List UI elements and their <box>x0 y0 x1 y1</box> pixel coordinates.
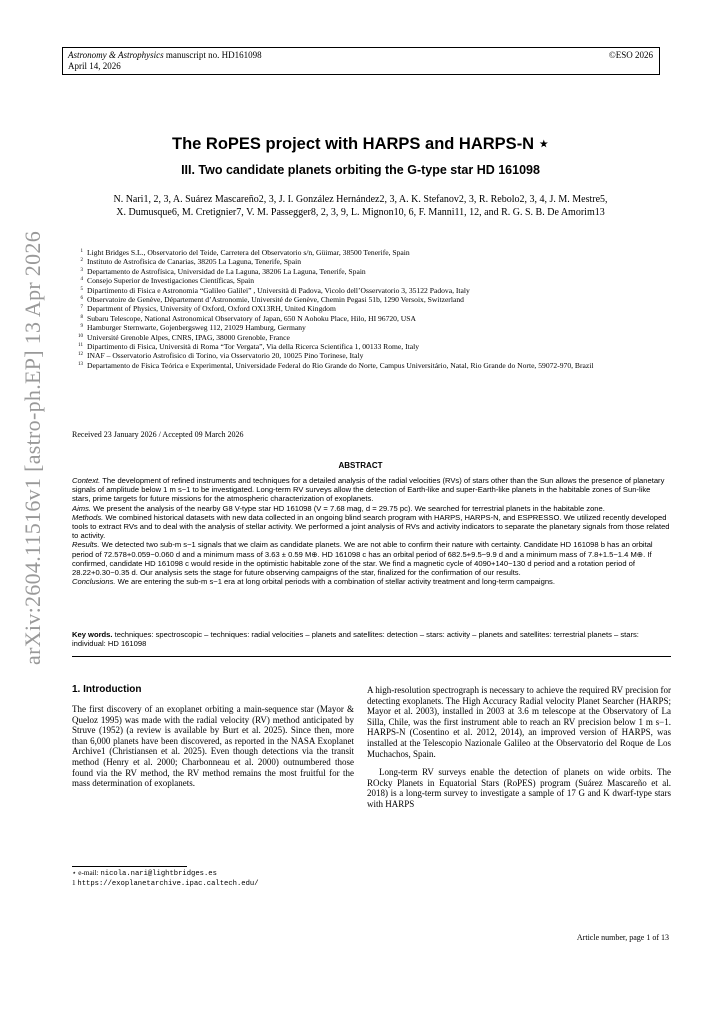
aims-label: Aims. <box>72 503 91 513</box>
page-number: Article number, page 1 of 13 <box>576 933 669 942</box>
affiliation-item <box>72 333 672 342</box>
arxiv-stamp[interactable]: arXiv:2604.11516v1 [astro-ph.EP] 13 Apr 2026 <box>20 230 45 665</box>
context-text: The development of refined instruments and techniques for a detailed analysis of the radial velocities (RVs) of stars other than the Sun allows the presence of planetary signals of amplitude below 1 m s−1 to be investigated. Long-term RV surveys allow the detection of Earth-like and super-Earth-like planets in the habitable zones of Sun-like stars, prime targets for future missions for the atmospheric characterization of exoplanets. <box>72 476 665 504</box>
email-link[interactable]: nicola.nari@lightbridges.es <box>100 870 217 878</box>
journal-name: Astronomy & Astrophysics <box>68 50 164 60</box>
affiliation-number: 1 <box>80 249 83 254</box>
affiliation-number: 9 <box>80 324 83 330</box>
affiliation-item <box>72 267 672 276</box>
affiliation-item <box>72 276 672 285</box>
footnote-1-label: 1 <box>72 879 76 887</box>
methods-text: We combined historical datasets with new data collected in an ongoing blind search program with HARPS, HARPS-N, and ESPRESSO. We utilized recently developed tools to extract RVs and to deal with the analysis of stellar activity. We performed a joint analysis of RVs and activity indicators to separate the planetary signals from those related to activity. <box>72 512 670 541</box>
abstract-title: ABSTRACT <box>338 461 383 470</box>
footnotes <box>72 869 354 889</box>
manuscript-id: manuscript no. HD161098 <box>165 50 262 60</box>
affiliation-number: 13 <box>78 361 83 367</box>
author-list <box>50 194 671 219</box>
affiliation-number: 8 <box>80 314 83 320</box>
keywords-text: techniques: spectroscopic – techniques: radial velocities – planets and satellites: detection – stars: activity – planets and satellites: terrestrial planets – stars: individual: HD 161098 <box>72 630 639 649</box>
affiliation-text: Observatoire de Genève, Département d’Astronomie, Université de Genève, Chemin Pegasi 51b, 1290 Versoix, Switzerland <box>87 295 464 305</box>
affiliation-item <box>72 248 672 257</box>
header-date: April 14, 2026 <box>68 61 121 71</box>
affiliation-item <box>72 361 672 370</box>
running-header <box>62 47 660 75</box>
affiliation-item <box>72 314 672 323</box>
author-line-1: N. Nari1, 2, 3, A. Suárez Mascareño2, 3, J. I. González Hernández2, 3, A. K. Stefanov2, 3, R. Rebolo2, 3, 4, J. M. Mestre5, <box>113 194 608 205</box>
received-date: Received 23 January 2026 / Accepted 09 March 2026 <box>72 430 244 439</box>
abstract-divider <box>72 656 671 657</box>
affiliation-item <box>72 295 672 304</box>
affiliation-number: 11 <box>78 343 83 349</box>
affiliation-number: 4 <box>80 277 83 283</box>
header-left <box>68 50 262 72</box>
section-heading: 1. Introduction <box>72 684 142 695</box>
affiliation-list <box>72 248 672 370</box>
results-text: We detected two sub-m s−1 signals that we claim as candidate planets. We are not able to confirm their nature with certainty. Candidate HD 161098 b has an orbital period of 72.578+0.059−0.060 d and a minimum mass of 3.63 ± 0.59 M⊕. HD 161098 c has an orbital period of 682.5+9.5−9.9 d and a minimum mass of 7.8+1.5−1.4 M⊕. If confirmed, candidate HD 161098 c would reside in the optimistic habitable zone of the star. We find a magnetic cycle of 4090+140−130 d period and a rotation period of 28.22+0.30−0.35 d. Our analysis sets the stage for future observing campaigns of the star, finalized for the confirmation of our results. <box>72 540 653 578</box>
affiliation-text: Light Bridges S.L., Observatorio del Teide, Carretera del Observatorio s/n, Güimar, 38500 Tenerife, Spain <box>87 248 410 257</box>
affiliation-item <box>72 323 672 332</box>
intro-column-right <box>367 685 671 810</box>
header-copyright: ©ESO 2026 <box>608 50 653 60</box>
footnote-email-label: ⋆ e-mail: <box>72 869 99 877</box>
affiliation-text: Consejo Superior de Investigaciones Científicas, Spain <box>87 276 255 286</box>
abstract-results <box>72 540 671 577</box>
affiliation-number: 12 <box>78 352 83 358</box>
intro-paragraph-1: The first discovery of an exoplanet orbiting a main-sequence star (Mayor & Queloz 1995) was made with the radial velocity (RV) method anticipated by Struve (1952) (a review is available by Burt et al. 2025). Since then, more than 6,000 planets have been discovered, as reported in the NASA Exoplanet Archive1 (Christiansen et al. 2025). Even though detections via the transit method (Henry et al. 2000; Charbonneau et al. 2000) outnumbered those found via the RV method, the RV method remains the most fruitful for the mass determination of exoplanets. <box>72 704 354 789</box>
affiliation-number: 6 <box>80 296 83 302</box>
affiliation-text: Departamento de Física Teórica e Experimental, Universidade Federal do Rio Grande do Norte, Campus Universitário, Natal, Rio Grande do Norte, 59072-970, Brazil <box>87 360 594 370</box>
affiliation-text: Dipartimento di Fisica e Astronomia “Galileo Galilei” , Università di Padova, Vicolo dell’Osservatorio 3, 35122 Padova, Italy <box>87 285 470 295</box>
footnote-1 <box>72 879 354 889</box>
context-label: Context. <box>72 476 101 485</box>
affiliation-text: Université Grenoble Alpes, CNRS, IPAG, 38000 Grenoble, France <box>87 332 290 342</box>
author-line-2: X. Dumusque6, M. Cretignier7, V. M. Passegger8, 2, 3, 9, L. Mignon10, 6, F. Manni11, 12, and R. G. S. B. De Amorim13 <box>116 206 605 218</box>
abstract-methods <box>72 513 671 541</box>
intro-paragraph-3: Long-term RV surveys enable the detection of planets on wide orbits. The ROcky Planets in Equatorial Stars (RoPES) program (Suárez Mascareño et al. 2018) is a long-term survey to investigate a sample of 17 G and K dwarf-type stars with HARPS <box>367 767 671 809</box>
affiliation-text: Dipartimento di Fisica, Università di Roma “Tor Vergata”, Via della Ricerca Scientifica 1, 00133 Rome, Italy <box>87 342 419 352</box>
affiliation-number: 3 <box>80 267 83 273</box>
affiliation-text: Hamburger Sternwarte, Gojenbergsweg 112, 21029 Hamburg, Germany <box>87 323 306 333</box>
intro-column-left <box>72 704 354 789</box>
affiliation-item <box>72 257 672 266</box>
affiliation-item <box>72 342 672 351</box>
keywords-label: Key words. <box>72 630 113 639</box>
methods-label: Methods. <box>72 512 104 522</box>
affiliation-text: INAF – Osservatorio Astrofisico di Torino, via Osservatorio 20, 10025 Pino Torinese, Italy <box>87 351 364 361</box>
footnote-rule <box>72 866 187 867</box>
footnote-email <box>72 869 354 879</box>
affiliation-text: Departamento de Astrofísica, Universidad de La Laguna, 38206 La Laguna, Tenerife, Spain <box>87 266 366 276</box>
abstract-conclusions <box>72 577 671 586</box>
affiliation-text: Instituto de Astrofísica de Canarias, 38205 La Laguna, Tenerife, Spain <box>87 257 302 267</box>
affiliation-text: Department of Physics, University of Oxford, Oxford OX13RH, United Kingdom <box>87 304 336 314</box>
affiliation-item <box>72 304 672 313</box>
paper-subtitle: III. Two candidate planets orbiting the G-type star HD 161098 <box>181 163 540 177</box>
affiliation-item <box>72 351 672 360</box>
affiliation-number: 10 <box>78 333 83 339</box>
results-label: Results. <box>72 540 100 550</box>
intro-paragraph-2: A high-resolution spectrograph is necessary to achieve the required RV precision for detecting exoplanets. The High Accuracy Radial velocity Planet Searcher (HARPS; Mayor et al. 2003), installed in 2003 at 3.6 m telescope at the Observatory of La Silla, Chile, was the first instrument able to reach an RV precision below 1 m s−1. HARPS-N (Cosentino et al. 2012, 2014), an improved version of HARPS, was installed at the Telescopio Nazionale Galileo at the Observatorio del Roque de Los Muchachos, Spain. <box>367 685 671 759</box>
affiliation-item <box>72 286 672 295</box>
keywords <box>72 630 671 648</box>
conclusions-label: Conclusions. <box>72 577 116 587</box>
abstract-body <box>72 476 671 586</box>
affiliation-number: 5 <box>80 286 83 292</box>
affiliation-number: 7 <box>80 305 83 311</box>
abstract-aims <box>72 504 671 513</box>
archive-url-link[interactable]: https://exoplanetarchive.ipac.caltech.edu/ <box>77 880 259 888</box>
paper-title: The RoPES project with HARPS and HARPS-N ⋆ <box>171 135 550 153</box>
aims-text: We present the analysis of the nearby G8 V-type star HD 161098 (V = 7.68 mag, d = 29.75 pc). We searched for terrestrial planets in the habitable zone. <box>93 503 605 513</box>
affiliation-text: Subaru Telescope, National Astronomical Observatory of Japan, 650 N Aohoku Place, Hilo, HI 96720, USA <box>87 313 416 323</box>
conclusions-text: We are entering the sub-m s−1 era at long orbital periods with a combination of stellar activity treatment and long-term campaigns. <box>117 577 555 587</box>
affiliation-number: 2 <box>80 258 83 264</box>
abstract-context <box>72 476 671 504</box>
